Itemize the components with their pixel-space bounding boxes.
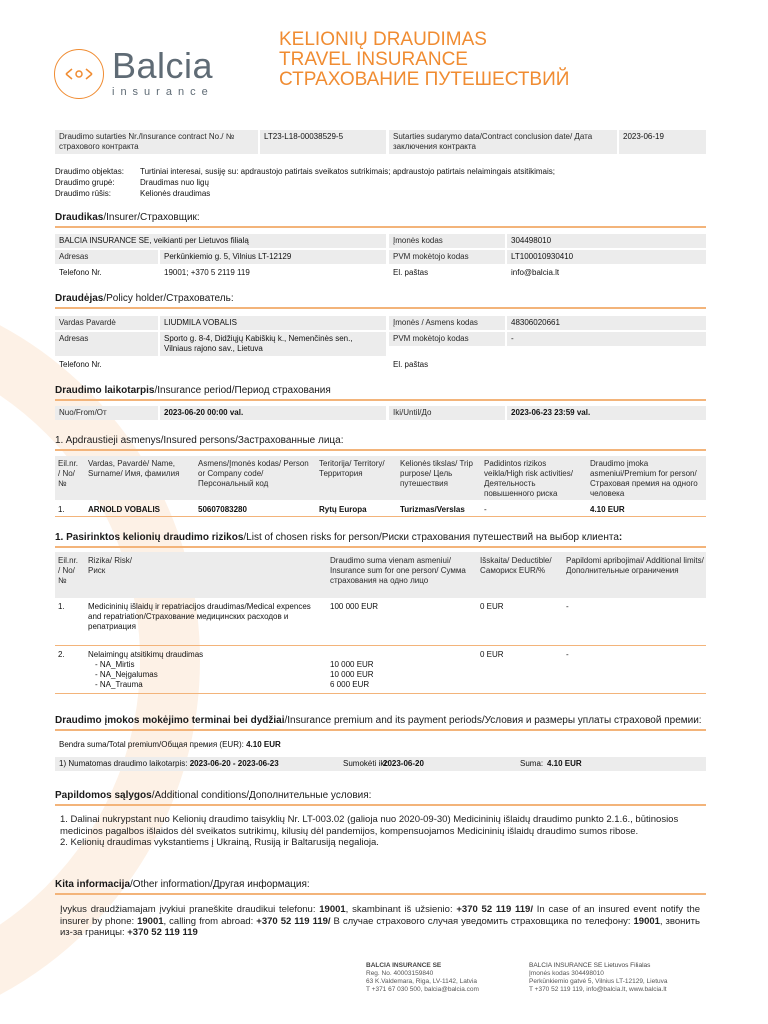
type-value: Kelionės draudimas bbox=[140, 189, 211, 198]
risks-col-sum: Draudimo suma vienam asmeniui/ Insurance sum for one person/ Сумма страхования на одно лицо bbox=[330, 556, 466, 585]
persons-row-risk: - bbox=[484, 505, 487, 514]
object-label: Draudimo objektas: bbox=[55, 167, 124, 176]
period-title-rest: /Insurance period/Период страхования bbox=[154, 385, 331, 396]
other-text-part: В случае страхового случая уведомить страховщика по телефону: bbox=[330, 915, 634, 927]
risks-row2-sub3: - NA_Trauma bbox=[95, 680, 143, 689]
contract-no-value: LT23-L18-00038529-5 bbox=[260, 130, 386, 154]
balcia-logo bbox=[54, 45, 214, 99]
footer-left-title: BALCIA INSURANCE SE bbox=[366, 962, 442, 969]
insurer-title-bold: Draudikas bbox=[55, 212, 104, 223]
premium-sum: 4.10 EUR bbox=[547, 759, 582, 768]
table-row bbox=[55, 503, 706, 517]
premium-section-title bbox=[55, 715, 702, 727]
risks-table-header bbox=[55, 552, 706, 598]
risks-row1-limits: - bbox=[566, 602, 569, 611]
divider bbox=[55, 804, 706, 806]
insurer-section-title bbox=[55, 212, 200, 224]
holder-address-label: Adresas bbox=[55, 332, 158, 356]
premium-title-bold: Draudimo įmokos mokėjimo terminai bei dydžiai bbox=[55, 715, 285, 726]
persons-row-premium: 4.10 EUR bbox=[590, 505, 625, 514]
premium-pay-until-label: Sumokėti iki: bbox=[343, 759, 389, 768]
insurer-address-label: Adresas bbox=[55, 250, 158, 264]
divider bbox=[55, 893, 706, 895]
risks-title-end: : bbox=[618, 532, 623, 543]
divider bbox=[55, 729, 706, 731]
other-text-part: In case of an insured event notify the insurer by phone: bbox=[60, 904, 701, 927]
contract-date-value: 2023-06-19 bbox=[619, 130, 706, 154]
table-row bbox=[55, 598, 706, 646]
premium-sum-label: Suma: bbox=[520, 759, 544, 768]
persons-col-premium: Draudimo įmoka asmeniui/Premium for person/Страховая премия на одного человека bbox=[590, 459, 698, 498]
holder-title-rest: /Policy holder/Страхователь: bbox=[103, 293, 234, 304]
persons-row-no: 1. bbox=[58, 505, 65, 514]
other-text-part: , skambinant iš užsienio: bbox=[345, 904, 457, 915]
other-title-rest: /Other information/Другая информация: bbox=[130, 879, 310, 890]
persons-col-name: Vardas, Pavardė/ Name, Surname/ Имя, фамилия bbox=[88, 459, 180, 478]
risks-row2-sub1: - NA_Mirtis bbox=[95, 660, 135, 669]
title-line-lt: KELIONIŲ DRAUDIMAS bbox=[279, 29, 487, 50]
persons-row-code: 50607083280 bbox=[198, 505, 247, 514]
persons-row-territory: Rytų Europa bbox=[319, 505, 367, 514]
insurer-address: Perkūnkiemio g. 5, Vilnius LT-12129 bbox=[160, 250, 386, 264]
risks-col-limits: Papildomi apribojimai/ Additional limits/ Дополнительные ограничения bbox=[566, 556, 704, 575]
table-row bbox=[55, 646, 706, 694]
premium-total-label: Bendra suma/Total premium/Общая премия (EUR): bbox=[59, 740, 244, 749]
type-label: Draudimo rūšis: bbox=[55, 189, 112, 198]
footer-right-line: T +370 52 119 119, info@balcia.lt, www.balcia.lt bbox=[529, 986, 667, 993]
risks-row2-sum2: 10 000 EUR bbox=[330, 670, 374, 679]
phone-number: +370 52 119 119/ bbox=[256, 915, 331, 927]
contract-date-label: Sutarties sudarymo data/Contract conclusion date/ Дата заключения контракта bbox=[389, 130, 617, 154]
persons-section-title bbox=[55, 435, 343, 447]
insurer-title-rest: /Insurer/Страховщик: bbox=[103, 212, 200, 223]
risks-row2-limits: - bbox=[566, 650, 569, 659]
holder-address: Sporto g. 8-4, Didžiųjų Kabiškių k., Nemenčinės sen., Vilniaus rajono sav., Lietuva bbox=[160, 332, 386, 356]
logo-name: Balcia bbox=[112, 45, 214, 86]
period-section-title bbox=[55, 385, 331, 397]
risks-row1-no: 1. bbox=[58, 602, 65, 611]
risks-col-risk: Rizika/ Risk/ Риск bbox=[88, 556, 133, 575]
insurer-vat: LT100010930410 bbox=[507, 250, 706, 264]
footer-left-line: Reg. No. 40003159840 bbox=[366, 970, 434, 977]
persons-col-code: Asmens/Įmonės kodas/ Person or Company code/ Персональный код bbox=[198, 459, 309, 488]
object-value: Turtiniai interesai, susiję su: apdraustojo patirtais sveikatos sutrikimais; apdraustojo patirtais nelaimingais atsitikimais; bbox=[140, 167, 555, 176]
holder-name: LIUDMILA VOBALIS bbox=[160, 316, 386, 330]
divider bbox=[55, 399, 706, 401]
premium-schedule-row bbox=[55, 757, 706, 771]
divider bbox=[55, 449, 706, 451]
footer-right-line: Perkūnkiemio gatvė 5, Vilnius LT-12129, Lietuva bbox=[529, 978, 668, 985]
risks-row1-risk: Medicininių išlaidų ir repatriacijos draudimas/Medical expences and repatriation/Страхование медицинских расходов и репатриация bbox=[88, 602, 311, 631]
phone-number: 19001 bbox=[319, 904, 346, 915]
insurer-phone: 19001; +370 5 2119 119 bbox=[164, 268, 250, 277]
holder-vat-label: PVM mokėtojo kodas bbox=[389, 332, 505, 346]
period-from-label: Nuo/From/От bbox=[55, 406, 158, 420]
persons-col-purpose: Kelionės tikslas/ Trip purpose/ Цель путешествия bbox=[400, 459, 473, 488]
period-until-label: Iki/Until/До bbox=[389, 406, 505, 420]
insurer-code: 304498010 bbox=[507, 234, 706, 248]
risks-row2-sum3: 6 000 EUR bbox=[330, 680, 370, 689]
other-text-part: , звонить из-за границы: bbox=[60, 915, 700, 938]
insurer-name: BALCIA INSURANCE SE, veikianti per Lietuvos filialą bbox=[55, 234, 386, 248]
title-line-en: TRAVEL INSURANCE bbox=[279, 49, 468, 70]
insurer-email: info@balcia.lt bbox=[511, 268, 560, 277]
premium-period: 2023-06-20 - 2023-06-23 bbox=[189, 759, 279, 768]
holder-phone-label: Telefono Nr. bbox=[59, 360, 102, 369]
additional-section-title bbox=[55, 790, 371, 802]
insurer-phone-label: Telefono Nr. bbox=[59, 268, 102, 277]
persons-col-no: Eil.nr. / No/ № bbox=[58, 459, 79, 488]
persons-col-risk: Padidintos rizikos veikla/High risk activities/Деятельность повышенного риска bbox=[484, 459, 573, 498]
other-text-part: Įvykus draudžiamajam įvykiui praneškite draudikui telefonu: bbox=[60, 904, 320, 915]
premium-pay-until: 2023-06-20 bbox=[383, 759, 424, 768]
group-value: Draudimas nuo ligų bbox=[140, 178, 209, 187]
insurer-vat-label: PVM mokėtojo kodas bbox=[389, 250, 505, 264]
holder-section-title bbox=[55, 293, 234, 305]
persons-col-territory: Teritorija/ Territory/ Территория bbox=[319, 459, 385, 478]
holder-title-bold: Draudėjas bbox=[55, 293, 104, 304]
risks-col-deductible: Išskaita/ Deductible/ Самориск EUR/% bbox=[480, 556, 552, 575]
insurer-code-label: Įmonės kodas bbox=[389, 234, 505, 248]
footer-left-line: 63 K.Valdemara, Riga, LV-1142, Latvia bbox=[366, 978, 477, 985]
period-from: 2023-06-20 00:00 val. bbox=[160, 406, 386, 420]
period-title-bold: Draudimo laikotarpis bbox=[55, 385, 155, 396]
risks-row2-deductible: 0 EUR bbox=[480, 650, 504, 659]
holder-vat: - bbox=[507, 332, 706, 346]
footer-left-line: T +371 67 030 500, balcia@balcia.com bbox=[366, 986, 479, 993]
risks-col-no: Eil.nr. / No/ № bbox=[58, 556, 79, 585]
phone-number: 19001 bbox=[137, 915, 164, 927]
divider bbox=[55, 546, 706, 548]
premium-period-label: 1) Numatomas draudimo laikotarpis: bbox=[59, 759, 188, 768]
phone-number: +370 52 119 119 bbox=[127, 927, 198, 938]
premium-total: 4.10 EUR bbox=[246, 740, 281, 749]
additional-title-rest: /Additional conditions/Дополнительные условия: bbox=[151, 790, 372, 801]
divider bbox=[55, 307, 706, 309]
additional-paragraph-2: 2. Kelionių draudimas vykstantiems į Ukrainą, Rusiją ir Baltarusiją negalioja. bbox=[60, 837, 379, 848]
holder-code: 48306020661 bbox=[507, 316, 706, 330]
document-header bbox=[0, 0, 768, 120]
risks-title-bold: 1. Pasirinktos kelionių draudimo rizikos bbox=[55, 532, 244, 543]
holder-code-label: Įmonės / Asmens kodas bbox=[389, 316, 505, 330]
additional-title-bold: Papildomos sąlygos bbox=[55, 790, 152, 801]
other-section-title bbox=[55, 879, 310, 891]
phone-number: 19001 bbox=[633, 915, 660, 927]
risks-row2-no: 2. bbox=[58, 650, 65, 659]
additional-text bbox=[60, 814, 700, 849]
holder-name-label: Vardas Pavardė bbox=[55, 316, 158, 330]
title-line-ru: СТРАХОВАНИЕ ПУТЕШЕСТВИЙ bbox=[279, 69, 570, 90]
risks-row1-sum: 100 000 EUR bbox=[330, 602, 379, 611]
premium-title-rest: /Insurance premium and its payment periods/Условия и размеры уплаты страховой премии: bbox=[284, 715, 702, 726]
group-label: Draudimo grupė: bbox=[55, 178, 115, 187]
premium-total-row bbox=[55, 738, 706, 752]
persons-title-bold: 1. Apdraustieji asmenys bbox=[55, 435, 161, 446]
balcia-logo-icon bbox=[54, 49, 104, 99]
footer-right-title: BALCIA INSURANCE SE Lietuvos Filialas bbox=[529, 962, 651, 969]
risks-row2-sub2: - NA_Neįgalumas bbox=[95, 670, 158, 679]
other-title-bold: Kita informacija bbox=[55, 879, 131, 890]
persons-title-rest: /Insured persons/Застрахованные лица: bbox=[160, 435, 344, 446]
contract-no-label: Draudimo sutarties Nr./Insurance contract No./ № страхового контракта bbox=[55, 130, 258, 154]
additional-paragraph-1: 1. Dalinai nukrypstant nuo Kelionių draudimo taisyklių Nr. LT-003.02 (galioja nuo 2020-09-30) Medicininių išlaidų draudimo punkto 2.1.6., būtinosios medicinos pagalbos išlaidos dėl sveikatos sutrikimų, kilusių dėl pandemijos, kompensuojamos Medicininių išlaidų draudimo sumos ribose. bbox=[60, 814, 679, 837]
risks-row1-deductible: 0 EUR bbox=[480, 602, 504, 611]
risks-section-title bbox=[55, 532, 622, 544]
document-title bbox=[279, 30, 569, 90]
logo-subtitle: insurance bbox=[112, 86, 214, 98]
footer-right-line: Įmonės kodas 304498010 bbox=[529, 970, 604, 977]
footer-right bbox=[529, 962, 668, 994]
persons-row-purpose: Turizmas/Verslas bbox=[400, 505, 465, 514]
divider bbox=[55, 226, 706, 228]
risks-row2-sum1: 10 000 EUR bbox=[330, 660, 374, 669]
other-text-part: , calling from abroad: bbox=[163, 915, 257, 927]
insurer-email-label: El. paštas bbox=[393, 268, 429, 277]
risks-title-rest: /List of chosen risks for person/Риски страхования путешествий на выбор клиента bbox=[243, 532, 619, 543]
phone-number: +370 52 119 119/ bbox=[456, 904, 533, 915]
other-text bbox=[60, 904, 700, 939]
period-until: 2023-06-23 23:59 val. bbox=[507, 406, 706, 420]
holder-email-label: El. paštas bbox=[393, 360, 429, 369]
persons-table-header bbox=[55, 456, 706, 500]
persons-row-name: ARNOLD VOBALIS bbox=[88, 505, 160, 514]
risks-row2-risk: Nelaimingų atsitikimų draudimas bbox=[88, 650, 204, 659]
footer-left bbox=[366, 962, 479, 994]
